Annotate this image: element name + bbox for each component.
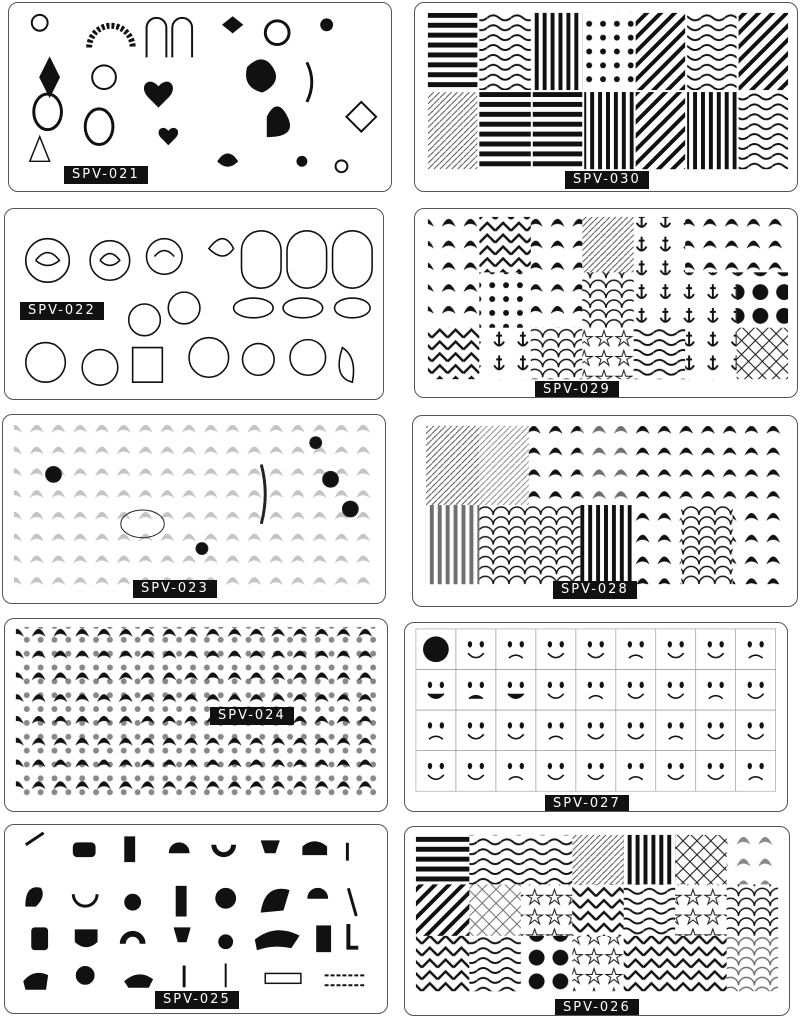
- plate-code-label: SPV-026: [555, 999, 639, 1016]
- face-icon: [628, 722, 644, 739]
- face-cell: [616, 751, 656, 792]
- face-cell: [456, 670, 496, 711]
- face-cell: [576, 710, 616, 751]
- plate-artwork: [415, 209, 797, 397]
- face-cell: [496, 710, 536, 751]
- face-cell: [496, 751, 536, 792]
- face-cell: [656, 670, 696, 711]
- face-cell: [656, 751, 696, 792]
- face-icon: [428, 763, 444, 780]
- plate-code-label: SPV-030: [565, 171, 649, 189]
- face-cell: [496, 629, 536, 670]
- face-icon: [668, 682, 684, 699]
- face-cell: [576, 670, 616, 711]
- face-icon: [468, 763, 484, 780]
- plate-artwork: [415, 3, 797, 191]
- plate-spv-024: [4, 618, 388, 812]
- plate-spv-029: [414, 208, 798, 398]
- face-icon: [548, 682, 564, 699]
- face-cell: [736, 751, 776, 792]
- face-cell: [416, 710, 456, 751]
- face-icon: [588, 682, 604, 699]
- plate-code-label: SPV-025: [155, 991, 239, 1009]
- face-cell: [736, 710, 776, 751]
- plate-code-label: SPV-024: [210, 707, 294, 725]
- face-icon: [468, 641, 484, 658]
- face-cell: [656, 629, 696, 670]
- face-cell: [616, 710, 656, 751]
- face-cell: [576, 751, 616, 792]
- plate-code-label: SPV-021: [64, 166, 148, 184]
- face-icon: [508, 722, 524, 739]
- face-cell: [696, 751, 736, 792]
- solid-dot: [423, 636, 449, 662]
- face-cell: [536, 710, 576, 751]
- plate-code-label: SPV-028: [553, 581, 637, 599]
- plate-artwork: [9, 3, 391, 191]
- face-cell: [536, 670, 576, 711]
- face-icon: [628, 641, 644, 658]
- face-icon: [628, 763, 644, 780]
- face-icon: [668, 763, 684, 780]
- plate-spv-021: [8, 2, 392, 192]
- face-icon: [708, 722, 724, 739]
- face-cell: [456, 751, 496, 792]
- face-cell: [416, 670, 456, 711]
- plate-spv-030: [414, 2, 798, 192]
- plate-code-label: SPV-029: [535, 381, 619, 398]
- face-icon: [708, 682, 724, 699]
- face-cell: [536, 629, 576, 670]
- face-cell: [576, 629, 616, 670]
- face-cell: [656, 710, 696, 751]
- face-icon: [428, 722, 444, 739]
- plate-artwork: [5, 619, 387, 811]
- plate-artwork: [405, 827, 789, 1015]
- face-cell: [416, 751, 456, 792]
- plate-spv-023: [2, 414, 386, 604]
- face-icon: [748, 641, 764, 658]
- plate-spv-022: [4, 208, 384, 400]
- plate-artwork: [5, 825, 387, 1013]
- face-cell: [496, 670, 536, 711]
- face-icon: [548, 763, 564, 780]
- face-icon: [748, 722, 764, 739]
- face-cell: [536, 751, 576, 792]
- face-icon: [708, 763, 724, 780]
- plate-code-label: SPV-022: [20, 302, 104, 320]
- plate-artwork: [405, 623, 787, 811]
- plate-spv-028: [412, 415, 798, 607]
- face-cell: [456, 629, 496, 670]
- face-icon: [628, 682, 644, 699]
- face-icon: [588, 722, 604, 739]
- face-cell: [736, 629, 776, 670]
- face-icon: [588, 763, 604, 780]
- face-icon: [548, 641, 564, 658]
- face-cell: [696, 670, 736, 711]
- face-icon: [748, 682, 764, 699]
- face-cell: [456, 710, 496, 751]
- face-icon: [668, 641, 684, 658]
- face-icon: [588, 641, 604, 658]
- face-icon: [548, 722, 564, 739]
- plate-artwork: [413, 416, 797, 606]
- face-icon: [748, 763, 764, 780]
- plate-spv-025: [4, 824, 388, 1014]
- face-icon: [508, 763, 524, 780]
- face-icon: [468, 722, 484, 739]
- face-icon: [428, 682, 444, 699]
- face-cell: [736, 670, 776, 711]
- face-cell: [696, 629, 736, 670]
- plate-artwork: [3, 415, 385, 603]
- face-icon: [668, 722, 684, 739]
- plate-code-label: SPV-027: [545, 795, 629, 812]
- face-cell: [616, 670, 656, 711]
- face-icon: [468, 682, 484, 699]
- face-cell: [616, 629, 656, 670]
- face-icon: [508, 682, 524, 699]
- face-cell: [696, 710, 736, 751]
- plate-spv-026: [404, 826, 790, 1016]
- plate-code-label: SPV-023: [133, 580, 217, 598]
- face-icon: [508, 641, 524, 658]
- plate-spv-027: [404, 622, 788, 812]
- face-icon: [708, 641, 724, 658]
